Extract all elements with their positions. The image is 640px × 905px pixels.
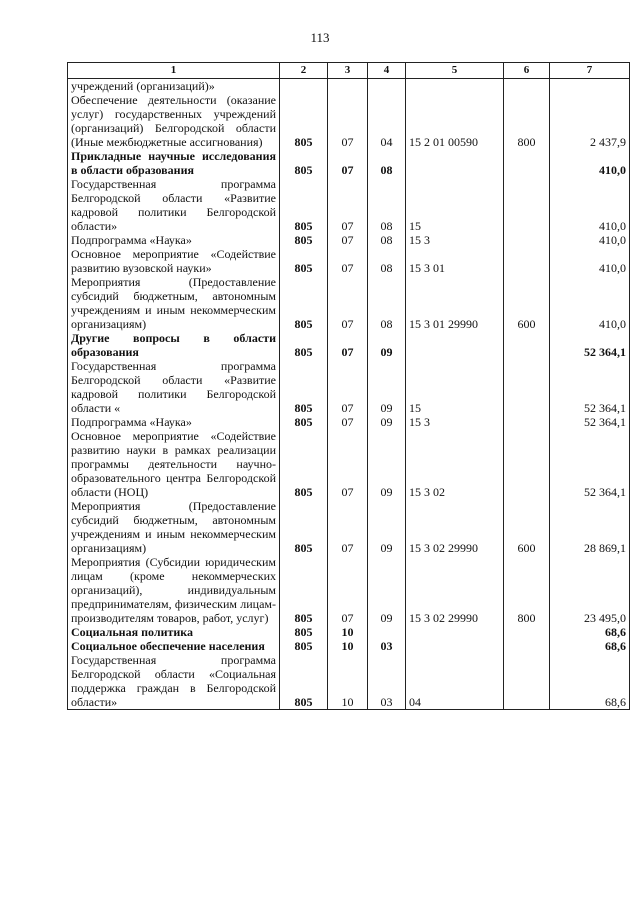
cell-target-article: 15 3 01 29990: [406, 275, 504, 331]
cell-section-code: 07: [328, 149, 368, 177]
table-header-row: [68, 63, 630, 79]
cell-expense-type: 800: [504, 555, 550, 625]
cell-item-name: учреждений (организаций)»: [68, 79, 280, 94]
table-row: [68, 177, 630, 233]
cell-ministry-code: 805: [280, 429, 328, 499]
table-row: [68, 331, 630, 359]
cell-amount: 410,0: [550, 247, 630, 275]
cell-item-name: Мероприятия (Предоставление субсидий бюджетным, автономным учреждениям и иным некоммерческим организациям): [68, 275, 280, 331]
cell-item-name: Основное мероприятие «Содействие развитию науки в рамках реализации программы деятельности научно-образовательного центра Белгородской области (НОЦ): [68, 429, 280, 499]
cell-amount: 52 364,1: [550, 331, 630, 359]
cell-ministry-code: 805: [280, 275, 328, 331]
cell-ministry-code: 805: [280, 93, 328, 149]
cell-target-article: 15 3 01: [406, 247, 504, 275]
cell-item-name: Мероприятия (Субсидии юридическим лицам (кроме некоммерческих организаций), индивидуальным предпринимателям, физическим лицам-производителям товаров, работ, услуг): [68, 555, 280, 625]
cell-expense-type: [504, 653, 550, 710]
cell-expense-type: [504, 639, 550, 653]
cell-expense-type: 600: [504, 275, 550, 331]
cell-item-name: Другие вопросы в области образования: [68, 331, 280, 359]
column-header-2: 2: [280, 63, 328, 79]
column-header-3: 3: [328, 63, 368, 79]
cell-item-name: Подпрограмма «Наука»: [68, 415, 280, 429]
cell-section-code: 07: [328, 429, 368, 499]
table-row: [68, 149, 630, 177]
cell-expense-type: [504, 331, 550, 359]
cell-target-article: [406, 149, 504, 177]
cell-amount: 68,6: [550, 653, 630, 710]
cell-item-name: Основное мероприятие «Содействие развитию вузовской науки»: [68, 247, 280, 275]
cell-amount: 410,0: [550, 233, 630, 247]
table-row: [68, 359, 630, 415]
cell-amount: [550, 79, 630, 94]
table-row: [68, 653, 630, 710]
cell-expense-type: 600: [504, 499, 550, 555]
cell-subsection-code: 08: [368, 275, 406, 331]
cell-subsection-code: 08: [368, 177, 406, 233]
cell-subsection-code: 09: [368, 331, 406, 359]
cell-target-article: 15 3: [406, 233, 504, 247]
table-row: [68, 625, 630, 639]
table-body: [68, 79, 630, 710]
column-header-6: 6: [504, 63, 550, 79]
table-row: [68, 555, 630, 625]
column-header-5: 5: [406, 63, 504, 79]
cell-subsection-code: [368, 625, 406, 639]
cell-section-code: [328, 79, 368, 94]
cell-item-name: Мероприятия (Предоставление субсидий бюджетным, автономным учреждениям и иным некоммерческим организациям): [68, 499, 280, 555]
cell-ministry-code: 805: [280, 331, 328, 359]
cell-target-article: 15 3 02 29990: [406, 555, 504, 625]
cell-amount: 68,6: [550, 625, 630, 639]
cell-amount: 2 437,9: [550, 93, 630, 149]
cell-section-code: 07: [328, 555, 368, 625]
cell-expense-type: [504, 429, 550, 499]
cell-amount: 52 364,1: [550, 415, 630, 429]
table-row: [68, 233, 630, 247]
cell-expense-type: [504, 233, 550, 247]
cell-subsection-code: 09: [368, 359, 406, 415]
column-header-4: 4: [368, 63, 406, 79]
cell-ministry-code: 805: [280, 415, 328, 429]
table-row: [68, 415, 630, 429]
cell-expense-type: [504, 247, 550, 275]
cell-ministry-code: 805: [280, 639, 328, 653]
cell-item-name: Социальная политика: [68, 625, 280, 639]
cell-section-code: 10: [328, 639, 368, 653]
cell-section-code: 10: [328, 625, 368, 639]
cell-item-name: Социальное обеспечение населения: [68, 639, 280, 653]
cell-subsection-code: 08: [368, 247, 406, 275]
cell-amount: 52 364,1: [550, 359, 630, 415]
cell-subsection-code: [368, 79, 406, 94]
cell-subsection-code: 08: [368, 149, 406, 177]
cell-expense-type: [504, 415, 550, 429]
cell-item-name: Подпрограмма «Наука»: [68, 233, 280, 247]
table-row: [68, 93, 630, 149]
cell-ministry-code: 805: [280, 149, 328, 177]
table-row: [68, 275, 630, 331]
cell-subsection-code: 03: [368, 639, 406, 653]
cell-item-name: Государственная программа Белгородской области «Развитие кадровой политики Белгородской области «: [68, 359, 280, 415]
table-row: [68, 79, 630, 94]
cell-expense-type: [504, 79, 550, 94]
cell-expense-type: [504, 625, 550, 639]
budget-table: [67, 62, 630, 710]
page-number: 113: [310, 30, 330, 45]
column-header-7: 7: [550, 63, 630, 79]
column-header-1: 1: [68, 63, 280, 79]
cell-ministry-code: 805: [280, 625, 328, 639]
table-row: [68, 429, 630, 499]
cell-target-article: 15 3 02: [406, 429, 504, 499]
table-row: [68, 639, 630, 653]
cell-item-name: Прикладные научные исследования в области образования: [68, 149, 280, 177]
table-row: [68, 499, 630, 555]
cell-target-article: [406, 639, 504, 653]
cell-expense-type: [504, 149, 550, 177]
cell-item-name: Государственная программа Белгородской области «Развитие кадровой политики Белгородской области»: [68, 177, 280, 233]
cell-amount: 410,0: [550, 275, 630, 331]
cell-target-article: 15: [406, 177, 504, 233]
cell-expense-type: [504, 359, 550, 415]
cell-target-article: [406, 331, 504, 359]
cell-subsection-code: 03: [368, 653, 406, 710]
cell-section-code: 07: [328, 247, 368, 275]
cell-ministry-code: 805: [280, 233, 328, 247]
cell-subsection-code: 09: [368, 499, 406, 555]
cell-ministry-code: 805: [280, 499, 328, 555]
cell-section-code: 07: [328, 93, 368, 149]
cell-target-article: 15 3: [406, 415, 504, 429]
cell-ministry-code: 805: [280, 247, 328, 275]
cell-subsection-code: 09: [368, 429, 406, 499]
cell-section-code: 07: [328, 359, 368, 415]
cell-ministry-code: 805: [280, 555, 328, 625]
cell-section-code: 07: [328, 415, 368, 429]
cell-amount: 23 495,0: [550, 555, 630, 625]
cell-subsection-code: 09: [368, 555, 406, 625]
cell-section-code: 07: [328, 331, 368, 359]
cell-section-code: 07: [328, 177, 368, 233]
cell-ministry-code: 805: [280, 653, 328, 710]
cell-ministry-code: [280, 79, 328, 94]
cell-section-code: 07: [328, 275, 368, 331]
cell-section-code: 07: [328, 499, 368, 555]
cell-amount: 28 869,1: [550, 499, 630, 555]
table-row: [68, 247, 630, 275]
cell-amount: 52 364,1: [550, 429, 630, 499]
cell-subsection-code: 09: [368, 415, 406, 429]
cell-target-article: [406, 79, 504, 94]
cell-subsection-code: 04: [368, 93, 406, 149]
cell-amount: 410,0: [550, 177, 630, 233]
cell-target-article: 04: [406, 653, 504, 710]
cell-section-code: 07: [328, 233, 368, 247]
cell-item-name: Государственная программа Белгородской области «Социальная поддержка граждан в Белгородской области»: [68, 653, 280, 710]
cell-item-name: Обеспечение деятельности (оказание услуг) государственных учреждений (организаций) Белгородской области (Иные межбюджетные ассигнования): [68, 93, 280, 149]
cell-target-article: [406, 625, 504, 639]
cell-target-article: 15 2 01 00590: [406, 93, 504, 149]
cell-subsection-code: 08: [368, 233, 406, 247]
cell-section-code: 10: [328, 653, 368, 710]
cell-target-article: 15: [406, 359, 504, 415]
cell-expense-type: [504, 177, 550, 233]
cell-ministry-code: 805: [280, 177, 328, 233]
cell-amount: 68,6: [550, 639, 630, 653]
cell-expense-type: 800: [504, 93, 550, 149]
cell-target-article: 15 3 02 29990: [406, 499, 504, 555]
cell-ministry-code: 805: [280, 359, 328, 415]
cell-amount: 410,0: [550, 149, 630, 177]
